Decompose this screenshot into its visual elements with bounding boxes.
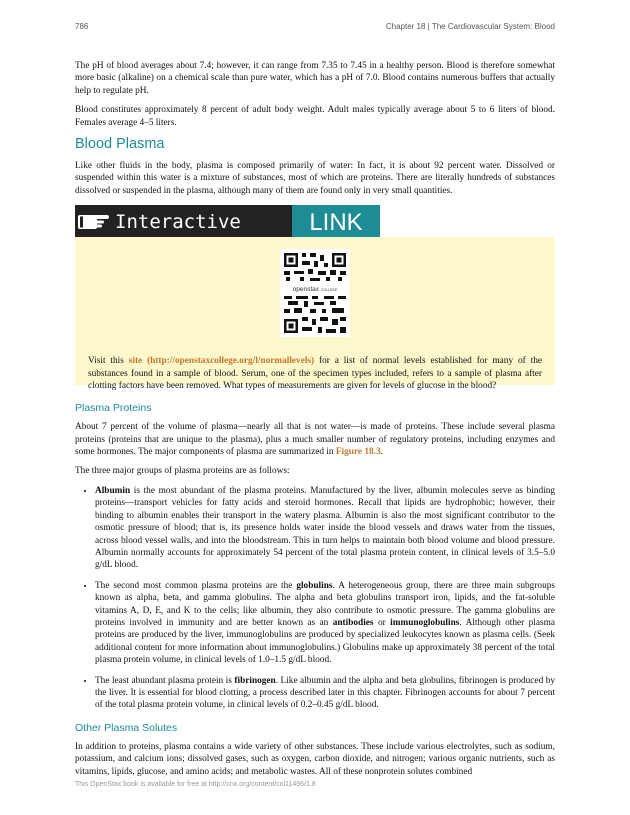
banner-word: Interactive bbox=[115, 211, 241, 234]
normal-levels-link[interactable]: site (http://openstaxcollege.org/l/normallevels) bbox=[128, 356, 315, 367]
other-solutes-paragraph: In addition to proteins, plasma contains a wide variety of other substances. These include various electrolytes, such as sodium, potassium, and calcium ions; dissolved gases, such as oxygen, carbon dioxide, and nitrogen; various organic nutrients, such as vitamins, lipids, glucose, and amino acids; and metabolic wastes. All of these nonprotein solutes combined bbox=[75, 741, 555, 777]
plasma-proteins-paragraph: About 7 percent of the volume of plasma—nearly all that is not water—is made of proteins. These include several plasma proteins (proteins that are unique to the plasma), plus a much smaller number of regulatory proteins, including enzymes and some hormones. The major components of plasma are summarized in Figure 18.3. bbox=[75, 422, 555, 458]
page-number: 786 bbox=[75, 22, 89, 31]
volume-paragraph: Blood constitutes approximately 8 percent of adult body weight. Adult males typically average about 5 to 6 liters of blood. Females average 4–5 liters. bbox=[75, 105, 555, 128]
albumin-item: • Albumin is the most abundant of the plasma proteins. Manufactured by the liver, albumin molecules serve as binding proteins—transport vehicles for fatty acids and steroid hormones. Recall that lipids are hydrophobic; however, their binding to albumin enables their transport in the watery plasma. Albumin is also the most significant contributor to the osmotic pressure of blood; that is, its presence holds water inside the blood vessels and draws water from the tissues, across blood vessel walls, and into the bloodstream. This in turn helps to maintain both blood volume and blood pressure. Albumin normally accounts for approximately 54 percent of the total plasma protein content, in clinical levels of 3.5–5.0 g/dL blood. bbox=[95, 485, 555, 572]
interactive-link-banner-graphic bbox=[75, 205, 380, 237]
plasma-proteins-heading: Plasma Proteins bbox=[75, 402, 152, 415]
protein-groups-list bbox=[75, 485, 555, 712]
fibrinogen-item: • The least abundant plasma protein is fibrinogen. Like albumin and the alpha and beta globulins, fibrinogen is produced by the liver. It is essential for blood clotting, a process described later in this chapter. Fibrinogen accounts for about 7 percent of the total plasma protein volume, in clinical levels of 0.2–0.45 g/dL blood. bbox=[95, 675, 555, 712]
ph-paragraph: The pH of blood averages about 7.4; however, it can range from 7.35 to 7.45 in a healthy person. Blood is therefore somewhat more basic (alkaline) on a chemical scale than pure water, which has a pH of 7.0. Blood contains numerous buffers that actually help to regulate pH. bbox=[75, 61, 555, 96]
interactive-link-text: Visit this site (http://openstaxcollege.org/l/normallevels) for a list of normal levels established for many of the substances found in a sample of blood. Serum, one of the specimen types included, refers to a sample of plasma after clotting factors have been removed. What types of measurements are given for levels of glucose in the blood? bbox=[88, 356, 542, 392]
banner-link-word: LINK bbox=[309, 209, 363, 237]
chapter-header: Chapter 18 | The Cardiovascular System: Blood bbox=[385, 22, 555, 31]
page-content bbox=[75, 60, 555, 785]
interactive-link-banner bbox=[75, 205, 555, 237]
page-footer: This OpenStax book is available for free at http://cnx.org/content/col11496/1.8 bbox=[75, 781, 316, 788]
qr-code-icon[interactable] bbox=[280, 249, 350, 337]
other-solutes-heading: Other Plasma Solutes bbox=[75, 721, 178, 734]
globulins-item: • The second most common plasma proteins are the globulins. A heterogeneous group, there are three main subgroups known as alpha, beta, and gamma globulins. The alpha and beta globulins transport iron, lipids, and the fat-soluble vitamins A, D, E, and K to the cells; like albumin, they also contribute to osmotic pressure. The gamma globulins are proteins involved in immunity and are better known as an antibodies or immunoglobulins. Although other plasma proteins are produced by the liver, immunoglobulins are produced by specialized leukocytes known as plasma cells. (Seek additional content for more information about immunoglobulins.) Globulins make up approximately 38 percent of the total plasma protein volume, in clinical levels of 1.0–1.5 g/dL blood. bbox=[95, 580, 555, 667]
blood-plasma-paragraph: Like other fluids in the body, plasma is composed primarily of water: In fact, it is about 92 percent water. Dissolved or suspended within this water is a mixture of substances, most of which are proteins. There are literally hundreds of substances dissolved or suspended in the plasma, although many of them are found only in very small quantities. bbox=[75, 161, 555, 196]
blood-plasma-heading: Blood Plasma bbox=[75, 136, 165, 153]
figure-link[interactable]: Figure 18.3 bbox=[335, 447, 381, 458]
qr-brand-label: openstax COLLEGE bbox=[292, 286, 338, 294]
interactive-link-box bbox=[75, 237, 555, 392]
three-groups-paragraph: The three major groups of plasma proteins are as follows: bbox=[75, 466, 290, 477]
